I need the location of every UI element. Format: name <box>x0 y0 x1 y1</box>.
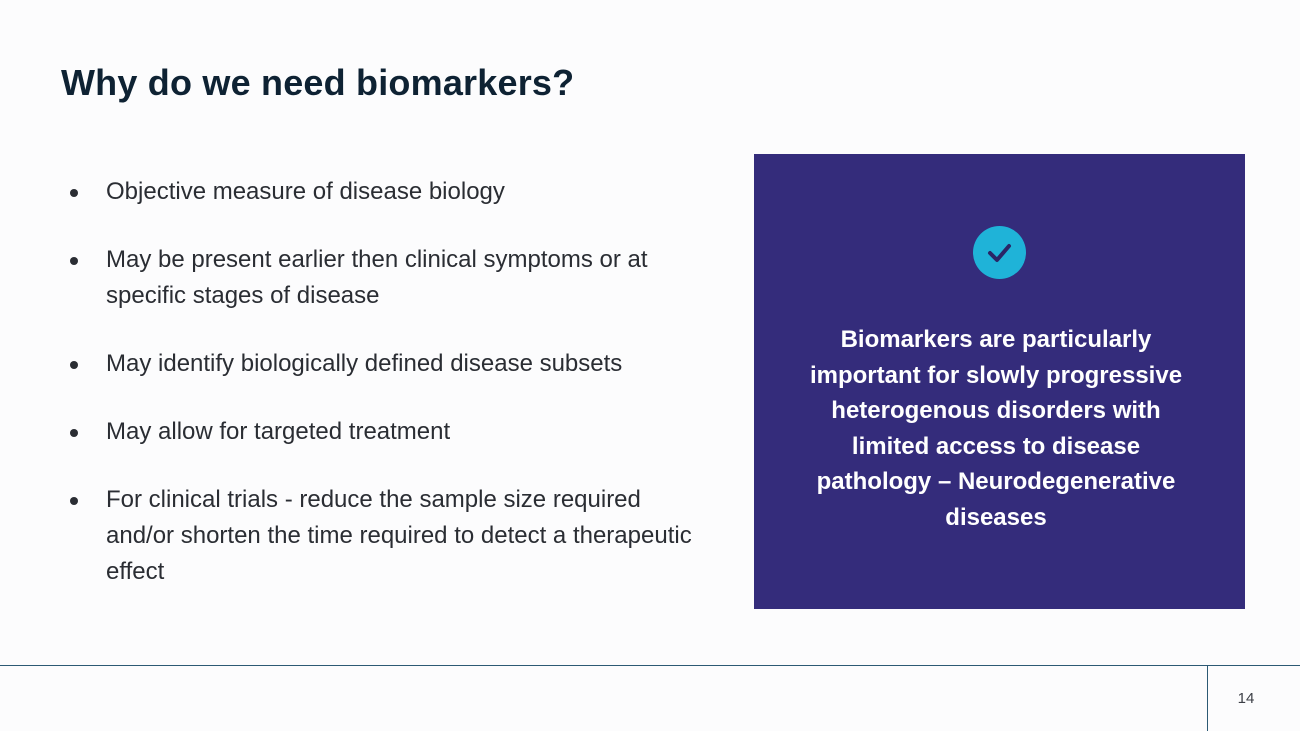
bullet-item <box>66 414 706 450</box>
callout-text: Biomarkers are particularly important for slowly progressive heterogenous disorders with limited access to disease pathology – Neurodegenerative diseases <box>809 326 1183 531</box>
bullet-item <box>66 174 706 210</box>
bullet-item <box>66 242 706 314</box>
bullet-item <box>66 346 706 382</box>
callout-box <box>754 154 1245 609</box>
bullet-dot-icon <box>70 429 78 437</box>
footer-divider-line <box>0 665 1300 666</box>
bullet-dot-icon <box>70 257 78 265</box>
bullet-text: May identify biologically defined disease subsets <box>106 350 623 377</box>
bullet-text: Objective measure of disease biology <box>106 178 505 205</box>
bullet-dot-icon <box>70 497 78 505</box>
bullet-item <box>66 482 706 590</box>
slide-title: Why do we need biomarkers? <box>61 62 575 103</box>
bullet-dot-icon <box>70 189 78 197</box>
bullet-text: May be present earlier then clinical symptoms or at specific stages of disease <box>106 246 648 309</box>
bullet-text: For clinical trials - reduce the sample size required and/or shorten the time required to detect a therapeutic effect <box>106 486 692 585</box>
page-number: 14 <box>1237 690 1255 707</box>
bullet-list <box>66 174 706 622</box>
checkmark-icon <box>985 238 1014 267</box>
check-circle-icon <box>973 226 1026 279</box>
bullet-dot-icon <box>70 361 78 369</box>
bullet-text: May allow for targeted treatment <box>106 418 451 445</box>
